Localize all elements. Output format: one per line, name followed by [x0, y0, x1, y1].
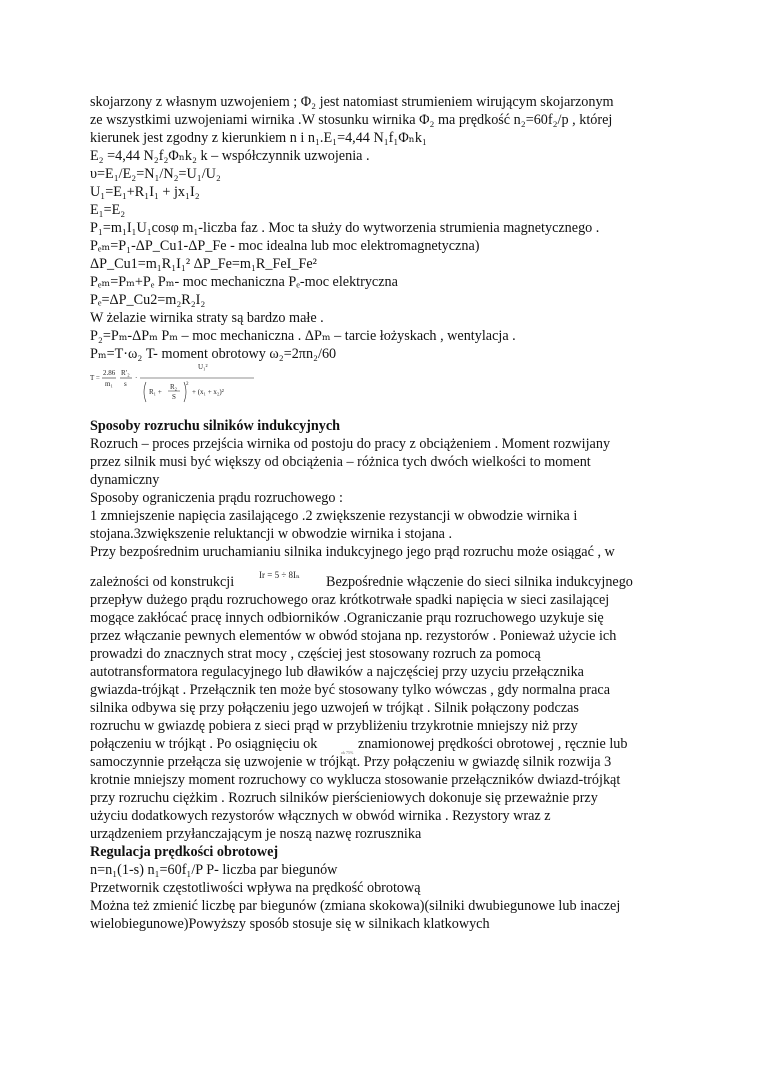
- inline-formula-text: Ir = 5 ÷ 8Iₙ: [259, 570, 300, 580]
- text-line: Pₑₘ=Pₘ+Pₑ Pₘ- moc mechaniczna Pₑ-moc elektryczna: [90, 274, 398, 290]
- text-line: υ=E₁/E₂=N₁/N₂=U₁/U₂: [90, 166, 221, 182]
- text-line: 1 zmniejszenie napięcia zasilającego .2 zwiększenie rezystancji w obwodzie wirnika i: [90, 508, 578, 524]
- formula-S: S: [172, 393, 176, 401]
- text-line: kierunek jest zgodny z kierunkiem n i n₁.E₁=4,44 N₁f₁Φₙk₁: [90, 130, 427, 146]
- text-line: rozruchu w gwiazdę pobiera z sieci prąd w przybliżeniu trzykrotnie mniejszy niż przy: [90, 718, 578, 734]
- text-line: E₁=E₂: [90, 202, 126, 218]
- text-line: P₁=m₁I₁U₁cosφ m₁-liczba faz . Moc ta służy do wytworzenia strumienia magnetycznego .: [90, 220, 600, 236]
- formula-rprime: R′₂: [121, 369, 130, 377]
- text-line: znamionowej prędkości obrotowej , ręcznie lub: [358, 736, 628, 752]
- text-line: zależności od konstrukcji: [90, 574, 235, 590]
- text-line: przez silnik musi być większy od obciążenia – różnica tych dwóch wielkości to moment: [90, 454, 591, 470]
- text-line: stojana.3zwiększenie reluktancji w obwodzie wirnika i stojana .: [90, 526, 453, 542]
- text-line: dynamiczny: [90, 472, 160, 488]
- text-line: Pₑₘ=P₁-ΔP_Cu1-ΔP_Fe - moc idealna lub moc elektromagnetyczna): [90, 238, 480, 254]
- formula-lhs: T =: [90, 374, 100, 382]
- section-heading: Sposoby rozruchu silników indukcyjnych: [90, 418, 341, 434]
- text-line: połączeniu w trójkąt . Po osiągnięciu ok: [90, 736, 318, 752]
- text-line: autotransformatora regulacyjnego lub dławików a najczęściej przy uzyciu przełącznika: [90, 664, 584, 680]
- text-line: krotnie mniejszy moment rozruchowy co wyklucza stosowanie przełączników dwiazd-trójkąt: [90, 772, 621, 788]
- text-line: E₂ =4,44 N₂f₂Φₙk₂ k – współczynnik uzwojenia .: [90, 148, 370, 164]
- formula-s: s: [124, 380, 127, 388]
- text-line: Rozruch – proces przejścia wirnika od postoju do pracy z obciążeniem . Moment rozwijany: [90, 436, 611, 452]
- text-line: samoczynnie przełącza się uzwojenie w trójkąt. Przy połączeniu w gwiazdę silnik rozwija 3: [90, 754, 612, 770]
- text-line: wielobiegunowe)Powyższy sposób stosuje się w silnikach klatkowych: [90, 916, 490, 932]
- text-line: Pₑ=ΔP_Cu2=m₂R₂I₂: [90, 292, 206, 308]
- text-line: U₁=E₁+R₁I₁ + jx₁I₂: [90, 184, 200, 200]
- formula-sq: 2: [186, 382, 189, 387]
- text-line: przepływ dużego prądu rozruchowego oraz krótkotrwałe spadki napięcia w sieci zasilającej: [90, 592, 610, 608]
- torque-formula: [88, 358, 268, 406]
- text-line: przez włączanie pewnych elementów w obwód stojana np. rezystorów . Ponieważ użycie ich: [90, 628, 617, 644]
- tiny-formula-mark: ok 75%: [341, 750, 354, 755]
- formula-m: m₁: [105, 380, 113, 388]
- text-line: przy rozruchu ciężkim . Rozruch silników pierścieniowych dokonuje się przeważnie przy: [90, 790, 598, 806]
- section-heading: Regulacja prędkości obrotowej: [90, 844, 279, 860]
- text-line: Przy bezpośrednim uruchamianiu silnika indukcyjnego jego prąd rozruchu może osiągać , w: [90, 544, 615, 560]
- text-line: Pₘ=T·ω₂ T- moment obrotowy ω₂=2πn₂/60: [90, 346, 337, 362]
- text-line: W żelazie wirnika straty są bardzo małe .: [90, 310, 324, 326]
- formula-r1: R₁ +: [149, 388, 162, 396]
- formula-u: U₁²: [198, 363, 208, 371]
- formula-r2: R₂: [170, 383, 178, 391]
- text-line: ΔP_Cu1=m₁R₁I₁² ΔP_Fe=m₁R_FeI_Fe²: [90, 256, 317, 272]
- text-line: P₂=Pₘ-ΔPₘ Pₘ – moc mechaniczna . ΔPₘ – tarcie łożyskach , wentylacja .: [90, 328, 516, 344]
- text-line: gwiazda-trójkąt . Przełącznik ten może być stosowany tylko wówczas , gdy normalna praca: [90, 682, 611, 698]
- text-line: Można też zmienić liczbę par biegunów (zmiana skokowa)(silniki dwubiegunowe lub inaczej: [90, 898, 621, 914]
- text-line: Przetwornik częstotliwości wpływa na prędkość obrotową: [90, 880, 421, 896]
- text-line: użyciu dodatkowych rezystorów włącznych w obwód wirnika . Rezystory wraz z: [90, 808, 551, 824]
- formula-coef: 2.86: [103, 369, 116, 377]
- text-line: mogące zakłócać pracę innych odbiorników .Ograniczanie prąu rozruchowego uzykuje się: [90, 610, 604, 626]
- text-line: n=n₁(1-s) n₁=60f₁/P P- liczba par biegunów: [90, 862, 338, 878]
- text-line: silnika odbywa się przy połączeniu jego uzwojeń w trójkąt . Silnik połączony podczas: [90, 700, 579, 716]
- inrush-current-formula: [258, 567, 324, 587]
- text-line: skojarzony z własnym uzwojeniem ; Φ₂ jest natomiast strumieniem wirującym skojarzonym: [90, 94, 614, 110]
- text-line: prowadzi do znacznych strat mocy , częściej jest stosowany rozruch za pomocą: [90, 646, 541, 662]
- text-line: ze wszystkimi uzwojeniami wirnika .W stosunku wirnika Φ₂ ma prędkość n₂=60f₂/p , której: [90, 112, 613, 128]
- svg-text:·: ·: [135, 374, 138, 382]
- text-line: Sposoby ograniczenia prądu rozruchowego :: [90, 490, 343, 506]
- text-line: urządzeniem przyłanczającym je noszą nazwę rozrusznika: [90, 826, 422, 842]
- formula-x: + (x₁ + x₂)²: [192, 388, 224, 396]
- text-line: Bezpośrednie włączenie do sieci silnika indukcyjnego: [326, 574, 633, 590]
